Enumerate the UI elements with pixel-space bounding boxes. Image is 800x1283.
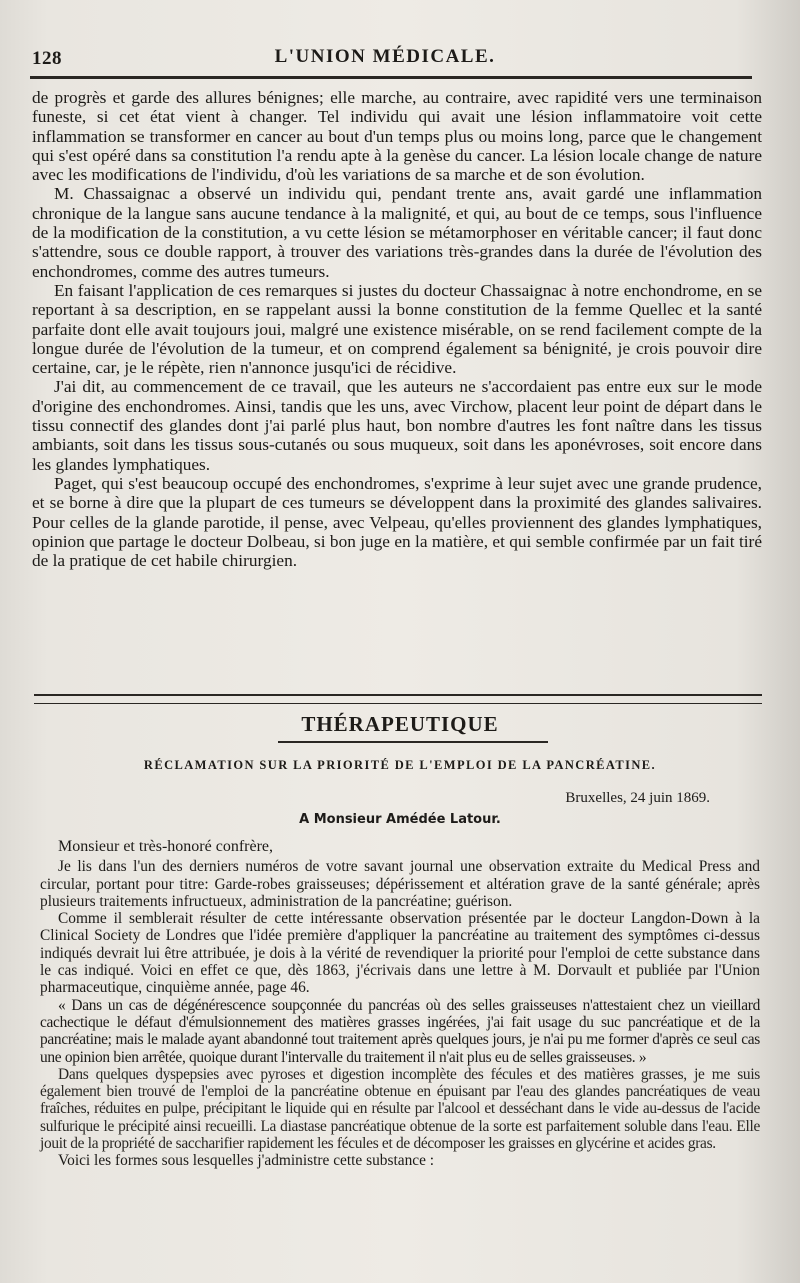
paragraph-5: Paget, qui s'est beaucoup occupé des enchondromes, s'exprime à leur sujet avec une grande prudence, et se borne à dire que la plupart de ces tumeurs se développent dans la proximité des glandes salivaires. Pour celles de la glande parotide, il pense, avec Velpeau, qu'elles proviennent des glandes lymphatiques, opinion que partage le docteur Dolbeau, si bon juge en la matière, et qui semble confirmée par un fait tiré de la pratique de cet habile chirurgien.	[32, 473, 762, 571]
page-number: 128	[32, 48, 62, 69]
letter-paragraph-2: Comme il semblerait résulter de cette intéressante observation présentée par le docteur Langdon-Down à la Clinical Society de Londres que l'idée première d'appliquer la pancréatine au traitement des symptômes ci-dessus indiqués devrait lui être attribuée, je dois à la vérité de revendiquer la priorité pour l'emploi de cette substance dans le cas indiqué. Voici en effet ce que, dès 1863, j'écrivais dans une lettre à M. Dorvault et publiée par l'Union pharmaceutique, cinquième année, page 46.	[40, 910, 760, 997]
article-body	[32, 88, 762, 570]
article-title: RÉCLAMATION SUR LA PRIORITÉ DE L'EMPLOI DE LA PANCRÉATINE.	[143, 758, 657, 772]
letter-paragraph-4: Voici les formes sous lesquelles j'administre cette substance :	[58, 1152, 435, 1170]
paragraph-2: M. Chassaignac a observé un individu qui, pendant trente ans, avait gardé une inflammation chronique de la langue sans aucune tendance à la malignité, et qui, au bout de ce temps, sous l'influence de la modification de la constitution, a vu cette lésion se métamorphoser en véritable cancer; il faut donc s'attendre, sous ce double rapport, à trouver des variations très-grandes dans la durée de l'évolution des enchondromes, comme des autres tumeurs.	[32, 184, 762, 281]
addressee: A Monsieur Amédée Latour.	[299, 812, 501, 827]
letter-paragraph-3: Dans quelques dyspepsies avec pyroses et digestion incomplète des fécules et des matières grasses, je me suis également bien trouvé de l'emploi de la pancréatine obtenue en épuisant par l'eau des glandes pancréatiques de veau fraîches, réduites en pulpe, précipitant le liquide qui en résulte par l'alcool et desséchant dans le vide au-dessus de l'acide sulfurique le précipité ainsi recueilli. La diastase pancréatique obtenue de la sorte est parfaitement soluble dans l'eau. Elle jouit de la propriété de saccharifier rapidement les fécules et de décomposer les graisses en glycérine et acides gras.	[40, 1065, 760, 1153]
section-title-rule	[278, 741, 548, 743]
salutation: Monsieur et très-honoré confrère,	[58, 838, 274, 855]
header-rule	[30, 76, 752, 79]
paragraph-4: J'ai dit, au commencement de ce travail, que les auteurs ne s'accordaient pas entre eux sur le mode d'origine des enchondromes. Ainsi, tandis que les uns, avec Virchow, placent leur point de départ dans le tissu connectif des glandes dont j'ai parlé plus haut, bon nombre d'autres les font naître dans les tissus ambiants, soit dans les tissus sous-cutanés ou sous muqueux, soit dans les aponévroses, soit encore dans les glandes lymphatiques.	[32, 377, 762, 474]
dateline: Bruxelles, 24 juin 1869.	[565, 790, 710, 806]
paragraph-3: En faisant l'application de ces remarques si justes du docteur Chassaignac à notre enchondrome, en se reportant à sa description, en se rappelant aussi la bonne constitution de la femme Quellec et la santé parfaite dont elle avait toujours joui, malgré une existence misérable, on se rend facilement compte de la longue durée de l'évolution de la tumeur, et on comprend également sa bénignité, je crois pouvoir dire certaine, car, je le répète, rien n'annonce jusqu'ici de récidive.	[32, 280, 762, 378]
running-head	[30, 44, 740, 74]
letter-body	[40, 838, 760, 1170]
paragraph-1: de progrès et garde des allures bénignes; elle marche, au contraire, avec rapidité vers une terminaison funeste, si cet état vient à changer. Tel individu qui avait une lésion inflammatoire voit cette inflammation se transformer en cancer au bout d'un temps plus ou moins long, parce que le changement qui s'est opéré dans sa constitution l'a rendu apte à la genèse du cancer. La lésion locale change de nature avec les modifications de l'individu, d'où les variations de sa marche et de son évolution.	[32, 88, 762, 185]
section-title: THÉRAPEUTIQUE	[301, 712, 499, 736]
section-divider	[34, 694, 762, 704]
journal-title: L'UNION MÉDICALE.	[274, 46, 496, 67]
letter-paragraph-1: Je lis dans l'un des derniers numéros de votre savant journal une observation extraite du Medical Press and circular, portant pour titre: Garde-robes graisseuses; dépérissement et altération grave de la santé générale; après plusieurs traitements infructueux, administration de la pancréatine; guérison.	[40, 858, 760, 910]
letter-quote: « Dans un cas de dégénérescence soupçonnée du pancréas où des selles graisseuses n'attestaient chez un vieillard cachectique le défaut d'émulsionnement des matières grasses ingérées, j'ai fait usage du suc pancréatique et de la pancréatine; mais le malade ayant abandonné tout traitement après quelques jours, je n'ai pu me former d'après ce seul cas une opinion bien arrêtée, quoique durant l'intervalle du traitement il n'ait plus eu de selles graisseuses. »	[40, 996, 760, 1066]
